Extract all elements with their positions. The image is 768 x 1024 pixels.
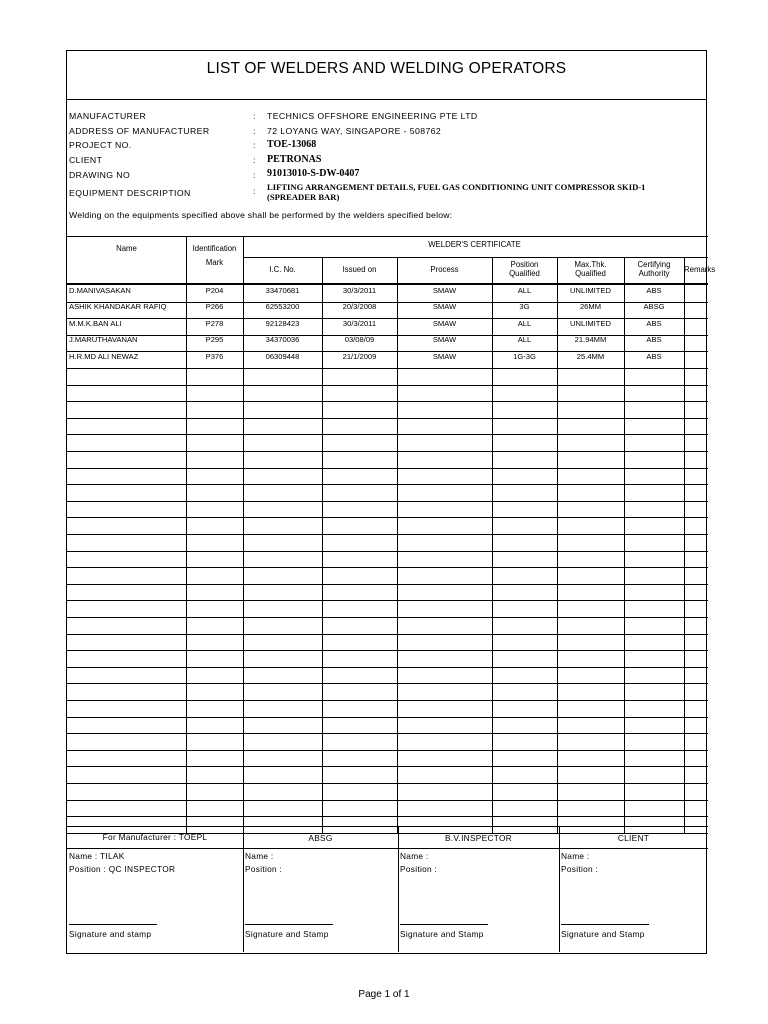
bv-position: Position :	[400, 864, 438, 874]
cell-position: ALL	[517, 285, 532, 295]
cell-maxthk: 26MM	[579, 302, 602, 312]
cell-issued: 21/1/2009	[342, 351, 377, 361]
document-title: LIST OF WELDERS AND WELDING OPERATORS	[67, 51, 706, 100]
cell-position: ALL	[517, 318, 532, 328]
page-number: Page 1 of 1	[358, 989, 410, 1000]
column-divider	[684, 257, 685, 833]
cell-ic: 92128423	[265, 318, 300, 328]
cell-ic: 34370036	[265, 335, 300, 345]
colon: :	[253, 186, 256, 196]
manufacturer-name: Name : TILAK	[69, 851, 125, 861]
cell-authority: ABS	[646, 335, 662, 345]
cell-maxthk: UNLIMITED	[570, 285, 611, 295]
header-position: Position	[510, 260, 539, 269]
for-manufacturer-label: For Manufacturer : TOEPL	[102, 832, 208, 842]
footer-top-border	[67, 826, 708, 827]
row-divider	[67, 667, 708, 668]
absg-label: ABSG	[308, 833, 333, 843]
cell-authority: ABS	[646, 318, 662, 328]
row-divider	[67, 484, 708, 485]
absg-signature: Signature and Stamp	[245, 929, 329, 939]
bv-signature: Signature and Stamp	[400, 929, 484, 939]
colon: :	[253, 155, 256, 165]
cell-position: 3G	[519, 302, 530, 312]
cell-authority: ABSG	[643, 302, 665, 312]
cell-maxthk: 21.94MM	[574, 335, 607, 345]
footer-column-divider	[243, 826, 244, 952]
client-label: CLIENT	[69, 155, 103, 165]
cell-issued: 30/3/2011	[342, 318, 377, 328]
header-issued-on: Issued on	[342, 265, 377, 274]
cell-issued: 20/3/2008	[342, 302, 377, 312]
client-sign-label: CLIENT	[617, 833, 650, 843]
equipment-value-line1: LIFTING ARRANGEMENT DETAILS, FUEL GAS CONDITIONING UNIT COMPRESSOR SKID-1	[267, 182, 646, 192]
row-divider	[67, 650, 708, 651]
equipment-label: EQUIPMENT DESCRIPTION	[69, 188, 191, 198]
cell-issued: 03/08/09	[344, 335, 375, 345]
row-divider	[67, 551, 708, 552]
row-divider	[67, 717, 708, 718]
colon: :	[253, 140, 256, 150]
manufacturer-position: Position : QC INSPECTOR	[69, 864, 176, 874]
absg-position: Position :	[245, 864, 283, 874]
instruction-text: Welding on the equipments specified above shall be performed by the welders specified below:	[69, 210, 453, 220]
header-position-qualified: Qualified	[509, 269, 540, 278]
cell-process: SMAW	[432, 318, 457, 328]
cell-maxthk: 25.4MM	[576, 351, 605, 361]
row-divider	[67, 434, 708, 435]
client-signature: Signature and Stamp	[561, 929, 645, 939]
signature-line	[245, 924, 333, 925]
cell-position: 1G-3G	[513, 351, 536, 361]
address-value: 72 LOYANG WAY, SINGAPORE - 508762	[267, 126, 442, 136]
cell-mark: P278	[205, 318, 224, 328]
cell-authority: ABS	[646, 285, 662, 295]
row-divider	[67, 617, 708, 618]
drawing-label: DRAWING NO	[69, 170, 131, 180]
cell-name: H.R.MD ALI NEWAZ	[69, 351, 139, 361]
equipment-value-line2: (SPREADER BAR)	[267, 192, 340, 202]
row-divider	[67, 816, 708, 817]
table-top-border	[67, 236, 708, 237]
row-divider	[67, 468, 708, 469]
row-divider	[67, 634, 708, 635]
row-divider	[67, 534, 708, 535]
colon: :	[253, 126, 256, 136]
absg-name: Name :	[245, 851, 274, 861]
row-divider	[67, 451, 708, 452]
drawing-value: 91013010-S-DW-0407	[267, 168, 360, 179]
cell-ic: 33470681	[265, 285, 300, 295]
header-name: Name	[116, 244, 137, 253]
cell-process: SMAW	[432, 285, 457, 295]
header-process: Process	[430, 265, 459, 274]
row-divider	[67, 567, 708, 568]
manufacturer-value: TECHNICS OFFSHORE ENGINEERING PTE LTD	[267, 111, 478, 121]
row-divider	[67, 385, 708, 386]
cell-mark: P266	[205, 302, 224, 312]
header-mark: Mark	[205, 258, 224, 267]
cell-name: M.M.K.BAN ALI	[69, 318, 122, 328]
signature-line	[69, 924, 157, 925]
row-divider	[67, 418, 708, 419]
signature-line	[561, 924, 649, 925]
row-divider	[67, 584, 708, 585]
row-divider	[67, 368, 708, 369]
manufacturer-label: MANUFACTURER	[69, 111, 147, 121]
client-value: PETRONAS	[267, 154, 322, 165]
cell-maxthk: UNLIMITED	[570, 318, 611, 328]
address-label: ADDRESS OF MANUFACTURER	[69, 126, 210, 136]
cell-name: D.MANIVASAKAN	[69, 285, 131, 295]
cell-process: SMAW	[432, 302, 457, 312]
row-divider	[67, 750, 708, 751]
footer-middle-border	[67, 848, 708, 849]
cell-mark: P204	[205, 285, 224, 295]
header-bottom-border	[67, 283, 708, 285]
footer-column-divider	[398, 826, 399, 952]
row-divider	[67, 700, 708, 701]
footer-column-divider	[559, 826, 560, 952]
client-position: Position :	[561, 864, 599, 874]
colon: :	[253, 111, 256, 121]
row-divider	[67, 733, 708, 734]
header-identification: Identification	[192, 244, 237, 253]
header-certifying: Certifying	[637, 260, 671, 269]
cell-ic: 06309448	[265, 351, 300, 361]
header-max-thk-qualified: Qualified	[575, 269, 606, 278]
row-divider	[67, 501, 708, 502]
header-authority: Authority	[638, 269, 670, 278]
client-name: Name :	[561, 851, 590, 861]
cell-mark: P295	[205, 335, 224, 345]
bv-inspector-label: B.V.INSPECTOR	[444, 833, 513, 843]
certificate-divider	[243, 257, 708, 258]
row-divider	[67, 401, 708, 402]
header-max-thk: Max.Thk.	[574, 260, 607, 269]
row-divider	[67, 683, 708, 684]
bv-name: Name :	[400, 851, 429, 861]
cell-process: SMAW	[432, 351, 457, 361]
cell-process: SMAW	[432, 335, 457, 345]
signature-line	[400, 924, 488, 925]
header-welders-certificate: WELDER'S CERTIFICATE	[428, 240, 521, 249]
cell-mark: P376	[205, 351, 224, 361]
header-ic-no: I.C. No.	[269, 265, 296, 274]
header-remarks: Remarks	[684, 265, 716, 274]
row-divider	[67, 783, 708, 784]
project-label: PROJECT NO.	[69, 140, 132, 150]
document-frame	[66, 50, 716, 954]
row-divider	[67, 800, 708, 801]
row-divider	[67, 600, 708, 601]
cell-ic: 62553200	[265, 302, 300, 312]
row-divider	[67, 766, 708, 767]
project-value: TOE-13068	[267, 139, 317, 150]
cell-position: ALL	[517, 335, 532, 345]
row-divider	[67, 517, 708, 518]
cell-name: J.MARUTHAVANAN	[69, 335, 138, 345]
manufacturer-signature: Signature and stamp	[69, 929, 152, 939]
cell-authority: ABS	[646, 351, 662, 361]
colon: :	[253, 170, 256, 180]
cell-issued: 30/3/2011	[342, 285, 377, 295]
cell-name: ASHIK KHANDAKAR RAFIQ	[69, 302, 167, 312]
